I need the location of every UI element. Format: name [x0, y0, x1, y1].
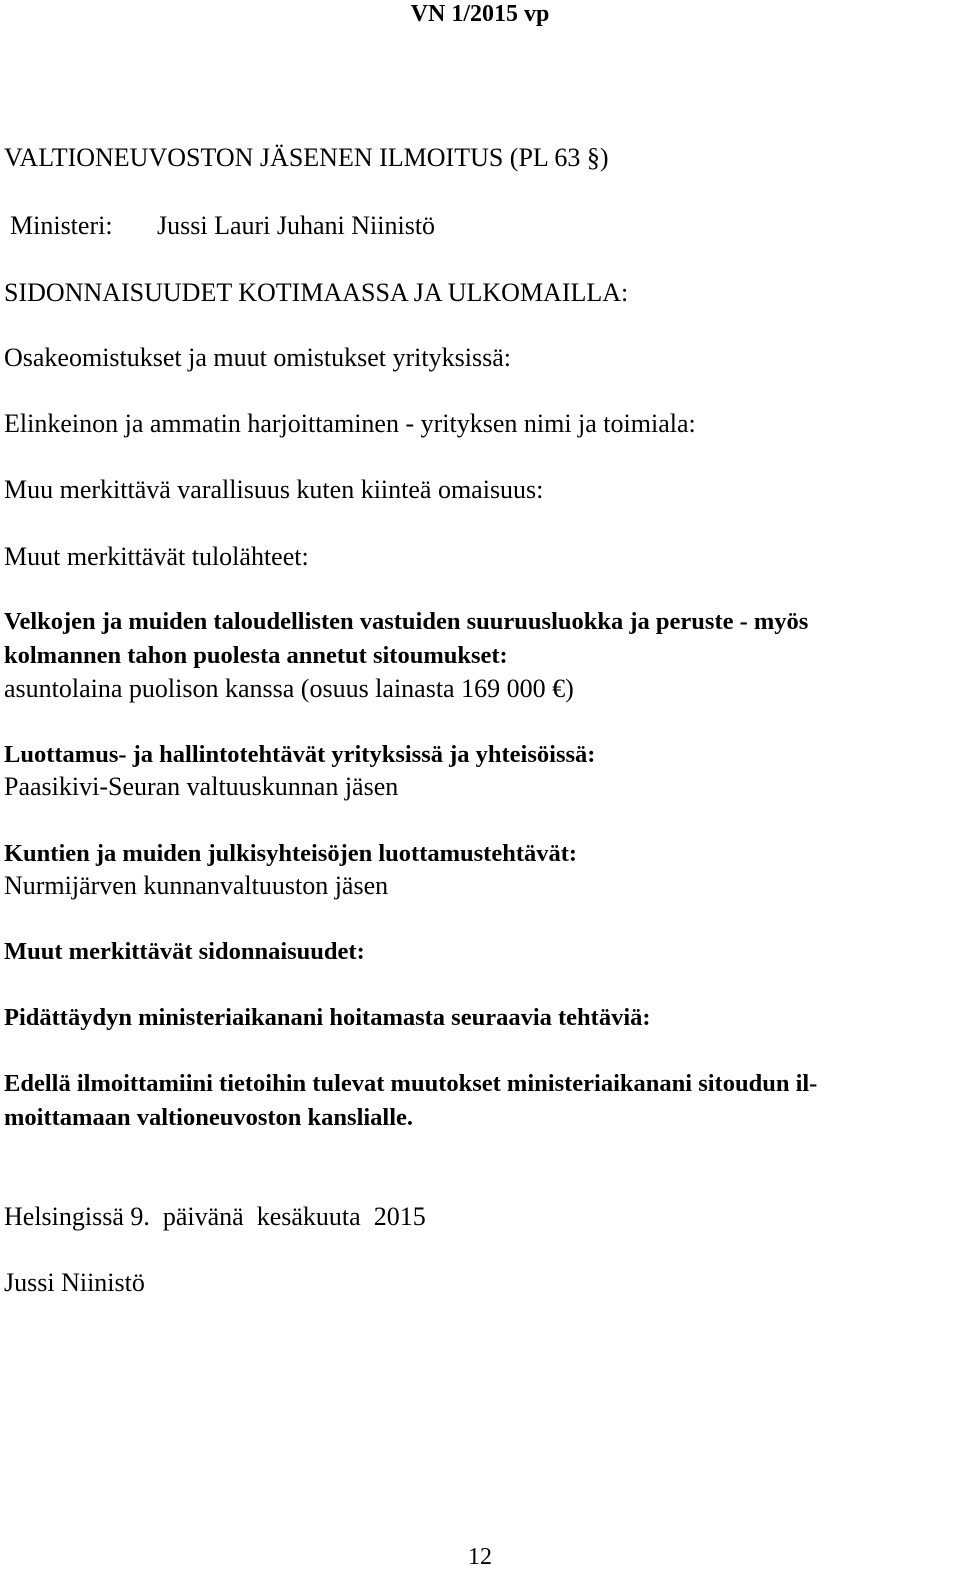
signature-name: Jussi Niinistö — [4, 1268, 145, 1297]
municipal-value: Nurmijärven kunnanvaltuuston jäsen — [4, 871, 389, 900]
business-heading: Elinkeinon ja ammatin harjoittaminen - yrityksen nimi ja toimiala: — [4, 409, 696, 438]
signature-place-date: Helsingissä 9. päivänä kesäkuuta 2015 — [4, 1202, 426, 1231]
trust-value: Paasikivi-Seuran valtuuskunnan jäsen — [4, 772, 399, 801]
document-title: VALTIONEUVOSTON JÄSENEN ILMOITUS (PL 63 §) — [4, 143, 609, 172]
recusal-heading: Pidättäydyn ministeriaikanani hoitamasta seuraavia tehtäviä: — [4, 1004, 651, 1031]
commitment-line2: moittamaan valtioneuvoston kanslialle. — [4, 1104, 414, 1131]
document-reference: VN 1/2015 vp — [410, 1, 550, 27]
minister-name: Jussi Lauri Juhani Niinistö — [157, 211, 436, 240]
main-heading: SIDONNAISUUDET KOTIMAASSA JA ULKOMAILLA: — [4, 278, 629, 307]
debts-heading-line1: Velkojen ja muiden taloudellisten vastuiden suuruusluokka ja peruste - myös — [4, 608, 809, 635]
commitment-line1: Edellä ilmoittamiini tietoihin tulevat muutokset ministeriaikanani sitoudun il- — [4, 1070, 818, 1097]
income-heading: Muut merkittävät tulolähteet: — [4, 542, 309, 571]
other-ties-heading: Muut merkittävät sidonnaisuudet: — [4, 938, 365, 965]
debts-heading-line2: kolmannen tahon puolesta annetut sitoumukset: — [4, 642, 508, 669]
assets-heading: Muu merkittävä varallisuus kuten kiinteä omaisuus: — [4, 475, 544, 504]
shareholdings-heading: Osakeomistukset ja muut omistukset yrityksissä: — [4, 343, 511, 372]
municipal-heading: Kuntien ja muiden julkisyhteisöjen luottamustehtävät: — [4, 840, 578, 867]
debts-value: asuntolaina puolison kanssa (osuus lainasta 169 000 €) — [4, 674, 574, 703]
page-number: 12 — [468, 1544, 492, 1570]
minister-label: Ministeri: — [10, 211, 113, 240]
trust-heading: Luottamus- ja hallintotehtävät yrityksissä ja yhteisöissä: — [4, 741, 596, 768]
